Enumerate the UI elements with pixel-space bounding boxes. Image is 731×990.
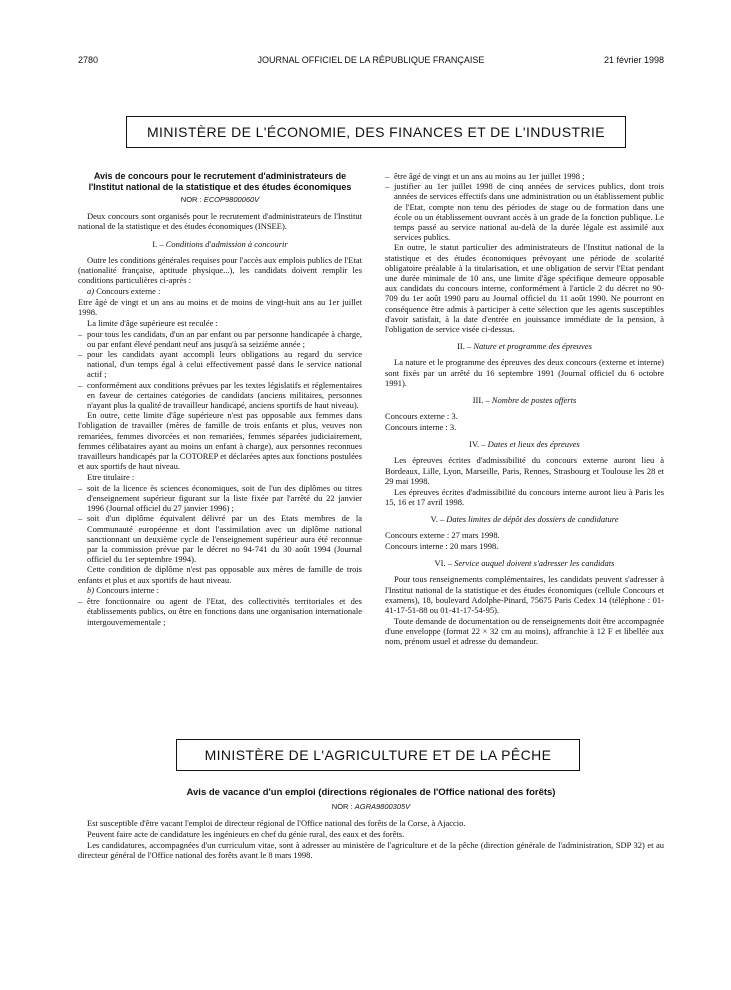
list-item: – pour les candidats ayant accompli leurs obligations au regard du service national, d'un temps égal à celui effectivement passé dans le service national actif ; (78, 349, 362, 380)
paragraph: Peuvent faire acte de candidature les ingénieurs en chef du génie rural, des eaux et des forêts. (87, 828, 405, 839)
nor-code: ECOP9800060V (203, 195, 260, 204)
internal-conditions-list (78, 596, 362, 627)
paragraph: Outre les conditions générales requises pour l'accès aux emplois publics de l'Etat (nationalité française, aptitude physique...), les candidats doivent remplir les conditions particulières ci-après : (78, 254, 362, 286)
paragraph: Cette condition de diplôme n'est pas opposable aux mères de famille de trois enfants et plus et aux sportifs de haut niveau. (78, 564, 362, 585)
paragraph: En outre, le statut particulier des administrateurs de l'Institut national de la statistique et des études économiques prévoyant une période de scolarité obligatoire préalable à la titularisation, et une obligation de servir l'Etat pendant une durée minimale de 10 ans, une limite d'âge spécifique demeure opposable aux candidats du concours interne, conformément à l'article 2 du décret no 90-709 du 1er août 1990 paru au Journal officiel du 11 août 1990. Ne pourront en conséquence être admis à participer à cette sélection que les agents susceptibles d'avoir satisfait, à la date d'entrée en jouissance immédiate de la pension, à l'obligation de service visée ci-dessus. (385, 242, 664, 335)
age-limit-list (78, 329, 362, 411)
list-item: – justifier au 1er juillet 1998 de cinq années de services publics, dont trois années de services effectifs dans une administration ou un établissement public de l'Etat, compte non tenu des périodes de stage ou de formation dans une école ou un établissement ouvrant accès à un grade de la fonction publique. Le temps passé au service national au-delà de la durée légale est assimilé aux services publics. (385, 181, 664, 242)
section-heading: II. – Nature et programme des épreuves (457, 341, 592, 352)
paragraph: Les candidatures, accompagnées d'un curriculum vitae, sont à adresser au ministère de l'agriculture et de la pêche (direction générale de l'administration, SDP 32) et au directeur général de l'Office national des forêts avant le 8 mars 1998. (78, 840, 664, 861)
left-column (78, 171, 362, 627)
posts-external: Concours externe : 3. (385, 411, 458, 422)
list-item: – soit de la licence ès sciences économiques, soit de l'un des diplômes ou titres d'enseignement supérieur figurant sur la liste fixée par l'arrêté du 22 janvier 1996 (Journal officiel du 27 janvier 1996) ; (78, 483, 362, 514)
page-number: 2780 (78, 55, 99, 65)
list-item: – être âgé de vingt et un ans au moins au 1er juillet 1998 ; (385, 171, 664, 181)
section-heading: V. – Dates limites de dépôt des dossiers de candidature (430, 514, 619, 525)
section-heading: VI. – Service auquel doivent s'adresser les candidats (434, 558, 615, 569)
deadline-internal: Concours interne : 20 mars 1998. (385, 541, 499, 552)
journal-title: JOURNAL OFFICIEL DE LA RÉPUBLIQUE FRANÇAISE (257, 55, 485, 65)
subheading-internal: b) Concours interne : (87, 585, 160, 596)
list-item: – pour tous les candidats, d'un an par enfant ou par personne handicapée à charge, ou par enfant élevé pendant neuf ans jusqu'à sa seizième année ; (78, 329, 362, 349)
paragraph: Toute demande de documentation ou de renseignements doit être accompagnée d'une enveloppe (format 22 × 32 cm au moins), affranchie à 12 F et libellée aux nom, prénom usuel et adresse du demandeur. (385, 615, 664, 647)
section-heading: IV. – Dates et lieux des épreuves (469, 439, 580, 450)
ministry-economy-heading: MINISTÈRE DE L'ÉCONOMIE, DES FINANCES ET DE L'INDUSTRIE (126, 116, 626, 148)
list-item: – être fonctionnaire ou agent de l'Etat, des collectivités territoriales et des établissements publics, ou être en fonctions dans une organisation internationale intergouvernementale ; (78, 596, 362, 627)
paragraph: Pour tous renseignements complémentaires, les candidats peuvent s'adresser à l'Institut national de la statistique et des études économiques (cellule Concours et examens), 18, boulevard Adolphe-Pinard, 75675 Paris Cedex 14 (téléphone : 01-41-17-51-88 ou 01-41-17-54-95). (385, 574, 664, 616)
list-item: – conformément aux conditions prévues par les textes législatifs et réglementaires en faveur de certaines catégories de candidats (anciens militaires, personnes n'ayant plus la qualité de travailleur handicapé, anciens sportifs de haut niveau). (78, 380, 362, 411)
notice-title: Avis de vacance d'un emploi (directions régionales de l'Office national des forêts) (186, 787, 556, 798)
ministry-agriculture-heading: MINISTÈRE DE L'AGRICULTURE ET DE LA PÊCHE (176, 739, 580, 771)
paragraph: La limite d'âge supérieure est reculée : (87, 317, 218, 328)
nor-reference: NOR : AGRA9800305V (331, 801, 411, 811)
list-item: – soit d'un diplôme équivalent délivré par un des Etats membres de la Communauté européenne et dont l'assimilation avec un diplôme national sanctionnant un deuxième cycle de l'enseignement supérieur aura été reconnue par la commission prévue par le décret no 94-741 du 30 août 1994 (Journal officiel du 1er septembre 1994). (78, 513, 362, 564)
nor-reference: NOR : ECOP9800060V (180, 195, 260, 204)
deadline-external: Concours externe : 27 mars 1998. (385, 530, 500, 541)
intro-paragraph: Deux concours sont organisés pour le recrutement d'administrateurs de l'Institut national de la statistique et des études économiques (INSEE). (78, 211, 362, 232)
page-header (78, 55, 664, 69)
internal-conditions-list-cont (385, 171, 664, 242)
section-heading: I. – Conditions d'admission à concourir (152, 238, 288, 249)
notice-title: Avis de concours pour le recrutement d'administrateurs de l'Institut national de la statistique et des études économiques (88, 171, 352, 192)
posts-internal: Concours interne : 3. (385, 422, 457, 433)
paragraph: Est susceptible d'être vacant l'emploi de directeur régional de l'Office national des forêts de la Corse, à Ajaccio. (87, 817, 466, 828)
nor-code: AGRA9800305V (354, 801, 411, 811)
paragraph: Etre âgé de vingt et un ans au moins et de moins de vingt-huit ans au 1er juillet 1998. (78, 296, 362, 318)
paragraph: Les épreuves écrites d'admissibilité du concours interne auront lieu à Paris les 15, 16 et 17 avril 1998. (385, 486, 664, 507)
subheading-external: a) Concours externe : (87, 286, 161, 297)
diploma-list (78, 483, 362, 565)
paragraph: Etre titulaire : (87, 472, 135, 483)
right-column (385, 171, 664, 647)
paragraph: Les épreuves écrites d'admissibilité du concours externe auront lieu à Bordeaux, Lille, Lyon, Marseille, Paris, Rennes, Strasbourg et Toulouse les 28 et 29 mai 1998. (385, 455, 664, 486)
vacancy-notice (78, 788, 664, 862)
section-heading: III. – Nombre de postes offerts (472, 395, 577, 406)
paragraph: La nature et le programme des épreuves des deux concours (externe et interne) sont fixés par un arrêté du 16 septembre 1991 (Journal officiel du 6 octobre 1991). (385, 357, 664, 388)
issue-date: 21 février 1998 (603, 55, 664, 65)
paragraph: En outre, cette limite d'âge supérieure n'est pas opposable aux femmes dans l'obligation de travailler (mères de famille de trois enfants et plus, veuves non remariées, femmes divorcées et non remariées, femmes séparées judiciairement, femmes célibataires ayant au moins un enfant à charge), aux personnes reconnues travailleurs handicapés par la COTOREP et déclarées aptes aux fonctions postulées et aux sportifs de haut niveau. (78, 410, 362, 472)
